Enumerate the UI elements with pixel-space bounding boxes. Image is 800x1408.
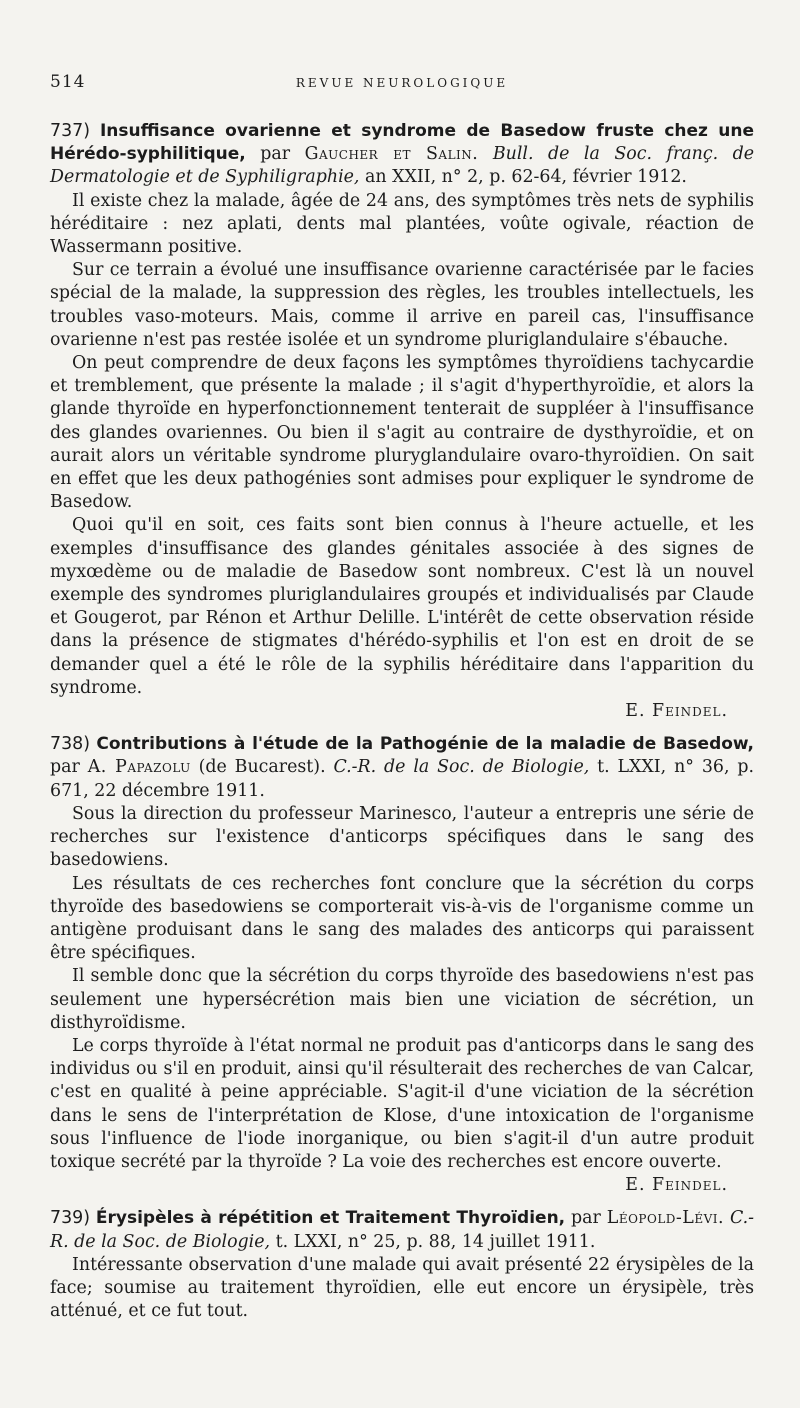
paragraph: Il existe chez la malade, âgée de 24 ans, des symptômes très nets de syphilis héréditaire : nez aplati, dents mal plantées, voûte ogivale, réaction de Wassermann positive.: [50, 190, 754, 258]
entry-title: Insuffisance ovarienne et syndrome de Basedow fruste chez une Hérédo-syphilitique,: [50, 121, 754, 165]
entry-heading: [50, 733, 754, 803]
entry-number: 737): [50, 121, 90, 141]
entry-reference: an XXII, n° 2, p. 62-64, février 1912.: [365, 167, 687, 188]
paragraph: On peut comprendre de deux façons les symptômes thyroïdiens tachycardie et tremblement, que présente la malade ; il s'agit d'hyperthyroïdie, et alors la glande thyroïde en hyperfonctionnement tenterait de suppléer à l'insuffisance des glandes ovariennes. Ou bien il s'agit au contraire de dysthyroïdie, et on aurait alors un véritable syndrome pluryglandulaire ovaro-thyroïdien. On sait en effet que les deux pathogénies sont admises pour expliquer le syndrome de Basedow.: [50, 353, 754, 513]
citation-pre: par: [50, 757, 80, 778]
entry-number: 739): [50, 1208, 90, 1229]
abstract-entry-739: [50, 1207, 754, 1323]
entry-heading: [50, 120, 754, 190]
paragraph: Il semble donc que la sécrétion du corps thyroïde des basedowiens n'est pas seulement une hypersécrétion mais bien une viciation de sécrétion, un disthyroïdisme.: [50, 966, 754, 1033]
paragraph: Le corps thyroïde à l'état normal ne produit pas d'anticorps dans le sang des individus ou s'il en produit, ainsi qu'il résulterait des recherches de van Calcar, c'est en qualité à peine appréciable. S'agit-il d'une viciation de la sécrétion dans le sens de l'interprétation de Klose, d'une intoxication de l'organisme sous l'influence de l'iode inorganique, ou bien s'agit-il d'un autre produit toxique secrété par la thyroïde ? La voie des recherches est encore ouverte.: [50, 1035, 754, 1172]
paragraph: Sur ce terrain a évolué une insuffisance ovarienne caractérisée par le facies spécial de la malade, la suppression des règles, les troubles intellectuels, les troubles vaso-moteurs. Mais, comme il arrive en pareil cas, l'insuffisance ovarienne n'est pas restée isolée et un syndrome pluriglandulaire s'ébauche.: [50, 260, 754, 350]
entry-authors: Gaucher et Salin.: [304, 144, 479, 165]
page-header: [50, 72, 754, 100]
page-number: 514: [50, 72, 86, 92]
entry-title: Érysipèles à répétition et Traitement Thyroïdien,: [95, 1208, 566, 1229]
paragraph: Les résultats de ces recherches font conclure que la sécrétion du corps thyroïde des basedowiens se comporterait vis-à-vis de l'organisme comme un antigène produisant dans le sang des malades des anticorps qui paraissent être spécifiques.: [50, 873, 754, 964]
signature: E. Feindel.: [625, 701, 728, 722]
abstract-entry-737: [50, 120, 754, 723]
entry-heading: [50, 1207, 754, 1253]
entry-journal: C.-R. de la Soc. de Biologie,: [50, 1208, 755, 1252]
paragraph: Quoi qu'il en soit, ces faits sont bien connus à l'heure actuelle, et les exemples d'insuffisance des glandes génitales associée à des signes de myxœdème ou de maladie de Basedow sont nombreux. C'est là un nouvel exemple des syndromes pluriglandulaires groupés et individualisés par Claude et Gougerot, par Rénon et Arthur Delille. L'intérêt de cette observation réside dans la présence de stigmates d'hérédo-syphilis et l'on est en droit de se demander quel a été le rôle de la syphilis héréditaire dans l'apparition du syndrome.: [50, 515, 754, 698]
entry-reference: t. LXXI, n° 25, p. 88, 14 juillet 1911.: [275, 1231, 596, 1252]
paragraph: Intéressante observation d'une malade qui avait présenté 22 érysipèles de la face; soumise au traitement thyroïdien, elle eut encore un érysipèle, très atténué, et ce fut tout.: [50, 1254, 754, 1322]
entry-number: 738): [50, 734, 90, 755]
citation-pre: par: [260, 144, 291, 165]
entry-authors: Léopold-Lévi.: [606, 1208, 725, 1229]
paragraph: Sous la direction du professeur Marinesco, l'auteur a entrepris une série de recherches sur l'existence d'anticorps spécifiques dans le sang des basedowiens.: [50, 803, 754, 871]
entry-reference: t. LXXI, n° 36, p. 671, 22 décembre 1911.: [50, 757, 754, 801]
entry-journal: Bull. de la Soc. franç. de Dermatologie et de Syphiligraphie,: [50, 144, 755, 188]
entry-title: Contributions à l'étude de la Pathogénie de la maladie de Basedow,: [96, 734, 754, 755]
entry-affiliation: (de Bucarest).: [198, 757, 326, 778]
running-head: REVUE NEUROLOGIQUE: [295, 76, 509, 90]
journal-page: [50, 72, 754, 1333]
citation-pre: par: [571, 1208, 601, 1229]
signature: E. Feindel.: [625, 1175, 728, 1196]
entry-journal: C.-R. de la Soc. de Biologie,: [333, 757, 590, 778]
entry-authors: A. Papazolu: [87, 757, 191, 778]
abstract-entry-738: [50, 733, 754, 1197]
